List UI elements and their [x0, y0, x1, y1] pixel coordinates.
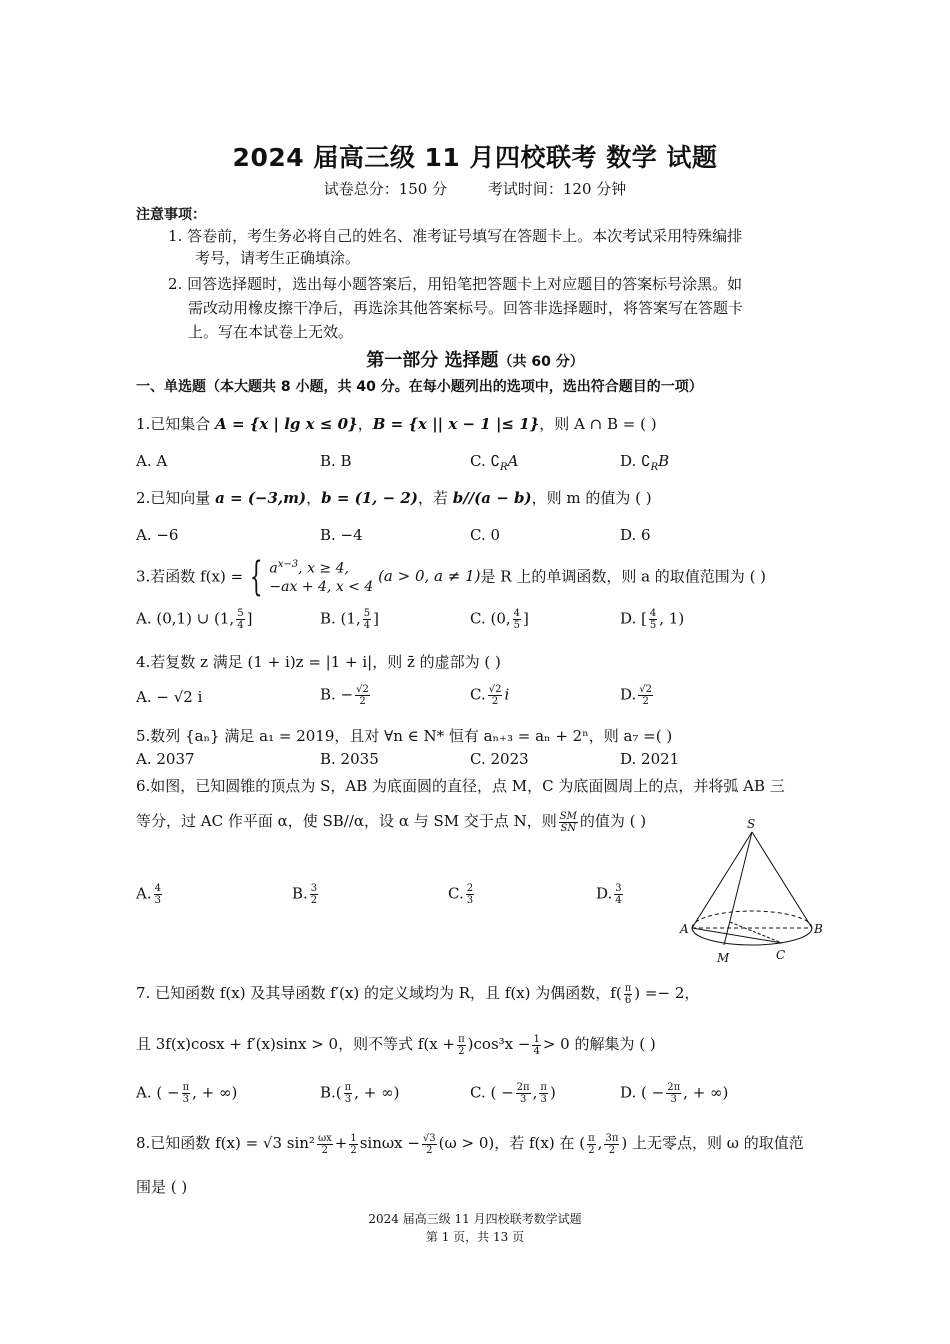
frac-num: 5: [363, 608, 371, 619]
notice-item-2: [168, 272, 742, 296]
frac-num: π: [540, 1082, 547, 1093]
q6-option-b-label: B.: [292, 884, 308, 903]
frac-num: ωx: [317, 1132, 332, 1144]
q3-option-b-tail: ]: [373, 609, 379, 628]
q4-option-d-label: D.: [620, 685, 637, 704]
label-a: A: [680, 922, 689, 936]
q2-post: ，则 m 的值为 ( ): [531, 489, 652, 507]
q6-option-d-label: D.: [596, 884, 613, 903]
q7-option-a[interactable]: [136, 1082, 237, 1105]
frac-num: 2π: [667, 1082, 681, 1093]
part-score: （共 60 分）: [498, 354, 584, 370]
q6-option-a-label: A.: [136, 884, 152, 903]
fraction: [532, 1034, 540, 1057]
q8-post: ) 上无零点，则 ω 的取值范: [621, 1134, 804, 1152]
footer-page-number: 第 1 页，共 13 页: [425, 1230, 525, 1244]
fraction: [587, 1133, 596, 1156]
cone-line-ac: [692, 928, 782, 943]
q1-option-d-label: D. ∁: [620, 452, 651, 470]
question-7-line1: [136, 982, 699, 1006]
frac-num: π: [458, 1033, 465, 1045]
frac-den: 2: [642, 696, 649, 707]
q8-cond: (ω > 0)，若 f(x) 在 (: [438, 1134, 586, 1152]
label-s: S: [747, 818, 756, 831]
q3-option-b-label: B. (1,: [320, 609, 361, 628]
frac-num: √2: [356, 684, 369, 695]
fraction: [182, 1082, 191, 1105]
exam-time: 考试时间：120 分钟: [487, 180, 627, 198]
frac-num: SM: [559, 810, 577, 822]
q2-mid: ，若: [417, 489, 453, 507]
page-title: 2024 届高三级 11 月四校联考 数学 试题: [232, 143, 718, 172]
q7-option-a-pre: A. ( −: [136, 1083, 180, 1102]
fraction: [317, 1133, 333, 1156]
fraction: [363, 608, 371, 631]
frac-num: 4: [649, 608, 657, 619]
q7-line1-tail: ) =− 2，: [634, 984, 700, 1002]
question-2-stem: [136, 487, 652, 508]
frac-num: 1: [350, 1132, 357, 1144]
frac-den: 3: [466, 895, 474, 906]
frac-den: 2: [458, 1045, 465, 1057]
q1-option-d[interactable]: [620, 452, 669, 473]
frac-den: 4: [533, 1045, 540, 1057]
notice-item-num: 2.: [168, 275, 183, 293]
notice-item-line: 答卷前，考生务必将自己的姓名、准考证号填写在答题卡上。本次考试采用特殊编排: [187, 227, 743, 245]
fraction: [614, 883, 622, 906]
q5-option-b[interactable]: B. 2035: [320, 750, 379, 768]
frac-num: π: [344, 1082, 352, 1093]
notice-item-2-cont2: 上。写在本试卷上无效。: [188, 323, 354, 341]
fraction: [488, 684, 503, 707]
q1-sep: ，: [357, 415, 373, 433]
exam-meta: [0, 178, 950, 199]
q2-option-c[interactable]: C. 0: [470, 526, 501, 544]
q6-option-b[interactable]: [292, 883, 320, 906]
q8-mid: sinωx −: [359, 1134, 420, 1152]
q1-option-c-tail: A: [507, 452, 519, 470]
fraction: [355, 684, 370, 707]
frac-num: √2: [488, 684, 502, 695]
frac-num: π: [182, 1082, 190, 1093]
frac-num: √3: [422, 1132, 436, 1144]
q2-cond: b//(a − b): [452, 489, 532, 507]
question-6-line1: 6.如图，已知圆锥的顶点为 S，AB 为底面圆的直径，点 M，C 为底面圆周上的点，并将弧 AB 三: [136, 777, 785, 795]
frac-den: 3: [670, 1094, 677, 1105]
frac-num: 1: [533, 1033, 540, 1045]
fraction: [466, 883, 474, 906]
q4-option-b[interactable]: [320, 684, 372, 707]
q3-case1-sup: x−3: [277, 559, 299, 570]
q3-option-d[interactable]: [620, 608, 684, 631]
q3-case1-base: a: [269, 560, 278, 577]
question-5-stem: 5.数列 {aₙ} 满足 a₁ = 2019，且对 ∀n ∈ N* 恒有 aₙ₊₃ = aₙ + 2ⁿ，则 a₇ =( ): [136, 727, 673, 745]
notice-item-1: [168, 224, 742, 248]
question-8-line1: [136, 1132, 804, 1156]
q7-option-b-pre: B.(: [320, 1083, 342, 1102]
frac-den: 4: [237, 620, 244, 631]
question-7-line2: [136, 1033, 656, 1057]
q2-pre: 2.已知向量: [136, 489, 216, 507]
cone-line-nc: [730, 922, 782, 943]
q6-option-d[interactable]: [596, 883, 625, 906]
frac-den: 3: [540, 1094, 547, 1105]
q5-option-a[interactable]: A. 2037: [136, 750, 195, 768]
q3-option-b[interactable]: [320, 608, 379, 631]
q7-option-d-post: , + ∞): [683, 1083, 729, 1102]
fraction: [559, 811, 578, 834]
q7-line2-pre: 且 3f(x)cosx + f′(x)sinx > 0，则不等式 f(x +: [136, 1035, 456, 1053]
fraction: [310, 883, 318, 906]
question-1-stem: [136, 413, 657, 434]
frac-num: 2π: [516, 1082, 530, 1093]
frac-num: π: [624, 982, 632, 994]
frac-den: 2: [426, 1144, 433, 1156]
q4-option-c[interactable]: [470, 684, 509, 707]
q6-option-c[interactable]: [448, 883, 476, 906]
frac-den: 2: [491, 696, 499, 707]
label-c: C: [776, 948, 786, 962]
notice-item-line: 回答选择题时，选出每小题答案后，用铅笔把答题卡上对应题目的答案标号涂黑。如: [187, 275, 743, 293]
q3-cond: (a > 0, a ≠ 1): [378, 566, 481, 585]
fraction: [666, 1082, 681, 1105]
q2-sep: ，: [306, 489, 322, 507]
frac-num: 3π: [605, 1132, 619, 1144]
q6-line2-pre: 等分，过 AC 作平面 α，使 SB//α，设 α 与 SM 交于点 N，则: [136, 812, 557, 830]
question-8-line2: 围是 ( ): [136, 1178, 188, 1196]
q3-option-c-tail: ]: [523, 609, 529, 628]
q1-set-a: A = {x | lg x ≤ 0}: [215, 415, 358, 433]
frac-den: 3: [154, 895, 161, 906]
frac-den: 3: [344, 1094, 352, 1105]
q6-option-c-label: C.: [448, 884, 464, 903]
q8-comma: ,: [597, 1134, 603, 1152]
q5-option-c[interactable]: C. 2023: [470, 750, 529, 768]
frac-den: 4: [615, 895, 622, 906]
q3-case1-tail: , x ≥ 4,: [298, 560, 349, 577]
fraction: [604, 1133, 619, 1156]
label-b: B: [814, 922, 823, 936]
fraction: [649, 608, 657, 631]
q2-vec-b: b = (1, − 2): [321, 489, 418, 507]
q3-case1: [269, 556, 373, 578]
frac-den: 5: [513, 620, 521, 631]
q1-option-c-sub: R: [500, 462, 508, 473]
q7-option-b[interactable]: [320, 1082, 399, 1105]
q2-option-a[interactable]: A. −6: [136, 526, 179, 544]
frac-den: 6: [624, 994, 632, 1006]
frac-den: 2: [321, 1144, 329, 1156]
q4-option-c-label: C.: [470, 685, 486, 704]
q7-option-c-pre: C. ( −: [470, 1083, 514, 1102]
fraction: [422, 1133, 437, 1156]
question-3-stem: [136, 551, 767, 600]
q3-option-c-label: C. (0,: [470, 609, 511, 628]
q3-case2: −ax + 4, x < 4: [269, 578, 374, 595]
q4-option-c-tail: i: [504, 685, 510, 704]
q8-plus: +: [334, 1134, 348, 1152]
q7-line2-mid: )cos³x −: [467, 1035, 531, 1053]
frac-num: √2: [639, 684, 652, 695]
notice-item-num: 1.: [168, 227, 183, 245]
q1-pre: 1.已知集合: [136, 415, 216, 433]
frac-num: 5: [237, 608, 244, 619]
q1-option-b[interactable]: B. B: [320, 452, 352, 470]
q7-option-c-post: ): [549, 1083, 556, 1102]
q6-option-a[interactable]: [136, 883, 164, 906]
q8-pre: 8.已知函数 f(x) = √3 sin²: [136, 1134, 315, 1152]
q3-pre: 3.若函数 f(x) =: [136, 567, 248, 586]
q7-option-a-post: , + ∞): [192, 1083, 238, 1102]
q1-option-c-label: C. ∁: [470, 452, 501, 470]
cone-figure: [678, 818, 826, 968]
q7-option-b-post: , + ∞): [354, 1083, 400, 1102]
part-title: 第一部分 选择题: [366, 350, 499, 371]
footer-title: 2024 届高三级 11 月四校联考数学试题: [368, 1212, 582, 1226]
frac-den: 2: [588, 1144, 595, 1156]
fraction: [516, 1082, 531, 1105]
q1-post: ，则 A ∩ B = ( ): [539, 415, 657, 433]
q3-post: 是 R 上的单调函数，则 a 的取值范围为 ( ): [480, 567, 767, 586]
q4-option-a[interactable]: A. − √2 i: [136, 688, 203, 706]
fraction: [344, 1082, 353, 1105]
frac-den: 2: [350, 1144, 357, 1156]
q1-set-b: B = {x || x − 1 |≤ 1}: [372, 415, 540, 433]
question-6-line2: [136, 810, 646, 834]
notice-heading: 注意事项：: [136, 207, 206, 223]
fraction: [638, 684, 653, 707]
q2-vec-a: a = (−3,m): [215, 489, 307, 507]
fraction: [457, 1034, 466, 1057]
part-heading: [0, 346, 950, 372]
frac-num: 4: [513, 608, 521, 619]
frac-num: 2: [466, 883, 474, 894]
frac-num: 4: [154, 883, 161, 894]
frac-den: 3: [519, 1094, 527, 1105]
q3-option-d-tail: , 1): [659, 609, 685, 628]
section-heading: 一、单选题（本大题共 8 小题，共 40 分。在每小题列出的选项中，选出符合题目的一项）: [136, 379, 703, 395]
cone-line-sb: [752, 832, 812, 928]
q2-option-d[interactable]: D. 6: [620, 526, 651, 544]
frac-den: 2: [310, 895, 318, 906]
cone-base-back: [692, 911, 812, 928]
q2-option-b[interactable]: B. −4: [320, 526, 363, 544]
frac-den: 2: [608, 1144, 616, 1156]
q7-line1-pre: 7. 已知函数 f(x) 及其导函数 f′(x) 的定义域均为 R，且 f(x) 为偶函数，f(: [136, 984, 622, 1002]
question-4-stem: 4.若复数 z 满足 (1 + i)z = |1 + i|，则 z̄ 的虚部为 ( ): [136, 653, 501, 671]
frac-den: 5: [649, 620, 657, 631]
q7-option-c[interactable]: [470, 1082, 556, 1105]
q7-option-d-pre: D. ( −: [620, 1083, 665, 1102]
q3-option-a-label: A. (0,1) ∪ (1,: [136, 609, 235, 628]
q6-line2-post: 的值为 ( ): [579, 812, 647, 830]
fraction: [624, 983, 633, 1006]
fraction: [154, 883, 162, 906]
q1-option-c[interactable]: [470, 452, 518, 473]
q4-option-b-label: B. −: [320, 685, 354, 704]
q1-option-d-sub: R: [650, 462, 659, 473]
fraction: [539, 1082, 548, 1105]
q4-option-d[interactable]: [620, 684, 655, 707]
q7-option-c-mid: ,: [532, 1083, 538, 1102]
q7-line2-post: > 0 的解集为 ( ): [542, 1035, 656, 1053]
frac-num: 3: [310, 883, 318, 894]
q1-option-a[interactable]: A. A: [136, 452, 168, 470]
total-score: 试卷总分：150 分: [323, 180, 448, 198]
frac-num: π: [588, 1132, 595, 1144]
fraction: [349, 1133, 357, 1156]
notice-item-1-cont: 考号，请考生正确填涂。: [195, 249, 361, 267]
q3-option-d-label: D. [: [620, 609, 647, 628]
notice-item-2-cont: 需改动用橡皮擦干净后，再选涂其他答案标号。回答非选择题时，将答案写在答题卡: [188, 299, 744, 317]
q1-option-d-tail: B: [658, 452, 670, 470]
frac-den: 3: [182, 1094, 190, 1105]
frac-den: 4: [363, 620, 371, 631]
q3-option-a[interactable]: [136, 608, 252, 631]
q7-option-d[interactable]: [620, 1082, 728, 1105]
brace-icon: {: [249, 551, 263, 600]
q3-cases: [269, 556, 373, 596]
q3-option-c[interactable]: [470, 608, 529, 631]
frac-den: 2: [359, 696, 366, 707]
frac-num: 3: [615, 883, 622, 894]
frac-den: SN: [560, 822, 577, 834]
q3-option-a-tail: ]: [246, 609, 253, 628]
q5-option-d[interactable]: D. 2021: [620, 750, 680, 768]
fraction: [236, 608, 244, 631]
fraction: [513, 608, 521, 631]
label-m: M: [717, 951, 730, 965]
